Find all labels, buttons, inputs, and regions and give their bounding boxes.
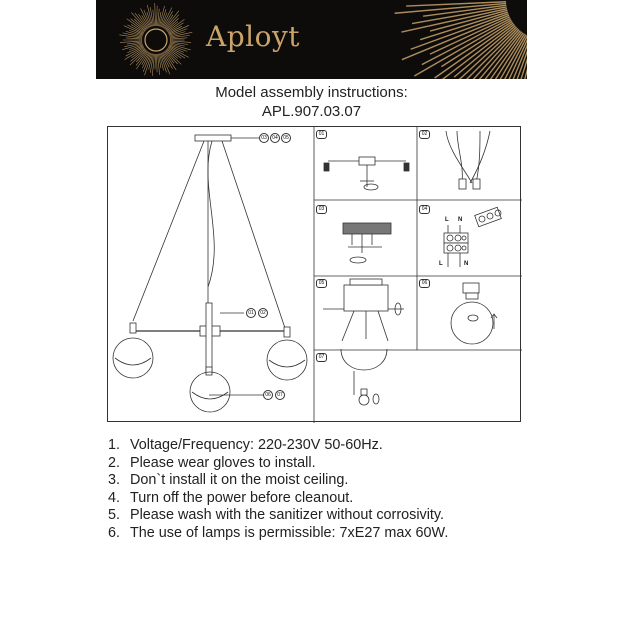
wire-label-l-bottom: L bbox=[439, 261, 443, 267]
note-number: 1. bbox=[108, 437, 121, 453]
step-tag-05: 05 bbox=[316, 279, 327, 288]
note-text: Turn off the power before cleanout. bbox=[130, 489, 354, 506]
note-item bbox=[108, 437, 568, 455]
wire-label-n-bottom: N bbox=[464, 261, 469, 267]
note-item bbox=[108, 490, 568, 508]
part-tag-03: 03 bbox=[259, 133, 269, 143]
part-tag-07: 07 bbox=[275, 390, 285, 400]
note-text: Voltage/Frequency: 220-230V 50-60Hz. bbox=[130, 437, 383, 453]
step-tag-02: 02 bbox=[419, 130, 430, 139]
safety-notes-list bbox=[108, 437, 568, 543]
document-title: Model assembly instructions: bbox=[215, 84, 408, 101]
note-text: Please wear gloves to install. bbox=[130, 454, 316, 471]
note-number: 4. bbox=[108, 489, 121, 506]
note-text: The use of lamps is permissible: 7xE27 max 60W. bbox=[130, 524, 449, 541]
step-tag-04: 04 bbox=[419, 205, 430, 214]
part-tag-06: 06 bbox=[263, 390, 273, 400]
step-02-drawing bbox=[446, 131, 490, 189]
note-item bbox=[108, 472, 568, 490]
note-item bbox=[108, 507, 568, 525]
step-tag-06: 06 bbox=[419, 279, 430, 288]
chandelier-drawing bbox=[113, 135, 307, 412]
part-tag-05: 05 bbox=[281, 133, 291, 143]
step-04-drawing bbox=[444, 207, 501, 267]
step-06-drawing bbox=[451, 283, 497, 344]
brand-name: Aployt bbox=[206, 20, 301, 53]
note-item bbox=[108, 525, 568, 543]
brand-banner bbox=[96, 0, 527, 79]
step-tag-03: 03 bbox=[316, 205, 327, 214]
step-tag-07: 07 bbox=[316, 353, 327, 362]
part-tag-01: 01 bbox=[246, 308, 256, 318]
step-01-drawing bbox=[324, 157, 409, 190]
wire-label-l-top: L bbox=[445, 217, 449, 223]
note-number: 6. bbox=[108, 524, 121, 541]
note-number: 3. bbox=[108, 472, 121, 489]
note-text: Please wash with the sanitizer without corrosivity. bbox=[130, 507, 445, 524]
note-number: 5. bbox=[108, 507, 121, 524]
note-item bbox=[108, 455, 568, 473]
part-tag-04: 04 bbox=[270, 133, 280, 143]
step-07-drawing bbox=[341, 349, 387, 405]
step-tag-01: 01 bbox=[316, 130, 327, 139]
note-number: 2. bbox=[108, 454, 121, 471]
note-text: Don`t install it on the moist ceiling. bbox=[130, 472, 349, 489]
wire-label-n-top: N bbox=[458, 217, 463, 223]
part-tag-02: 02 bbox=[258, 308, 268, 318]
step-05-drawing bbox=[323, 279, 404, 341]
step-03-drawing bbox=[343, 223, 391, 263]
model-number: APL.907.03.07 bbox=[261, 103, 362, 120]
sunburst-logo-icon bbox=[96, 0, 527, 79]
assembly-diagram bbox=[107, 126, 521, 422]
